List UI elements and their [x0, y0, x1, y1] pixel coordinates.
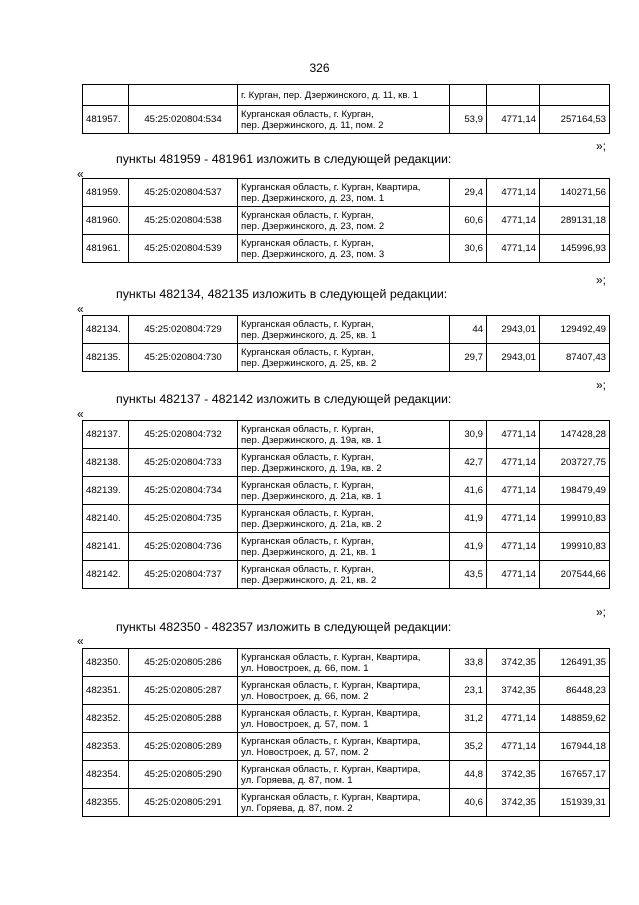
- cadastral-number-cell: 45:25:020805:289: [129, 733, 238, 761]
- cadastral-number-cell: 45:25:020805:290: [129, 761, 238, 789]
- table-row: [83, 344, 610, 372]
- item-number-cell: 482140.: [83, 505, 129, 533]
- unit-price-cell: 4771,14: [487, 561, 540, 589]
- address-line-2: пер. Дзержинского, д. 23, пом. 2: [241, 220, 385, 232]
- address-line-2: пер. Дзержинского, д. 11, пом. 2: [241, 119, 384, 131]
- item-number-cell: 482141.: [83, 533, 129, 561]
- area-cell: 23,1: [450, 677, 487, 705]
- address-cell: [238, 316, 450, 344]
- address-cell: [238, 179, 450, 207]
- total-value-cell: 289131,18: [540, 207, 610, 235]
- address-cell: [238, 449, 450, 477]
- unit-price-cell: 4771,14: [487, 733, 540, 761]
- address-line-2: пер. Дзержинского, д. 21, кв. 2: [241, 574, 377, 586]
- item-number-cell: 481959.: [83, 179, 129, 207]
- cadastral-number-cell: 45:25:020804:538: [129, 207, 238, 235]
- total-value-cell: 147428,28: [540, 421, 610, 449]
- item-number-cell: [83, 85, 129, 106]
- unit-price-cell: 4771,14: [487, 207, 540, 235]
- table-row: [83, 106, 610, 134]
- closing-quote: »;: [596, 605, 607, 619]
- area-cell: 41,9: [450, 505, 487, 533]
- cadastral-number-cell: 45:25:020805:291: [129, 789, 238, 817]
- item-number-cell: 482355.: [83, 789, 129, 817]
- unit-price-cell: 4771,14: [487, 705, 540, 733]
- item-number-cell: 481961.: [83, 235, 129, 263]
- total-value-cell: 87407,43: [540, 344, 610, 372]
- address-line-1: Курганская область, г. Курган,: [241, 209, 374, 221]
- item-number-cell: 482353.: [83, 733, 129, 761]
- unit-price-cell: 2943,01: [487, 344, 540, 372]
- area-cell: 35,2: [450, 733, 487, 761]
- address-line-2: ул. Горяева, д. 87, пом. 1: [241, 774, 353, 786]
- address-cell: [238, 733, 450, 761]
- address-cell: [238, 477, 450, 505]
- item-number-cell: 481960.: [83, 207, 129, 235]
- item-number-cell: 482134.: [83, 316, 129, 344]
- section-heading: пункты 482137 - 482142 изложить в следующей редакции:: [116, 392, 452, 406]
- unit-price-cell: 2943,01: [487, 316, 540, 344]
- address-line-2: пер. Дзержинского, д. 25, кв. 2: [241, 357, 377, 369]
- area-cell: 30,6: [450, 235, 487, 263]
- total-value-cell: 198479,49: [540, 477, 610, 505]
- cadastral-number-cell: 45:25:020805:286: [129, 649, 238, 677]
- table-row: [83, 316, 610, 344]
- total-value-cell: 207544,66: [540, 561, 610, 589]
- address-line-1: г. Курган, пер. Дзержинского, д. 11, кв. 1: [241, 89, 419, 101]
- area-cell: 30,9: [450, 421, 487, 449]
- address-line-1: Курганская область, г. Курган,: [241, 318, 374, 330]
- address-line-2: ул. Новостроек, д. 66, пом. 2: [241, 690, 369, 702]
- data-table: [82, 178, 610, 263]
- address-line-1: Курганская область, г. Курган,: [241, 535, 374, 547]
- item-number-cell: 481957.: [83, 106, 129, 134]
- address-line-1: Курганская область, г. Курган, Квартира,: [241, 763, 421, 775]
- item-number-cell: 482352.: [83, 705, 129, 733]
- address-line-1: Курганская область, г. Курган, Квартира,: [241, 651, 421, 663]
- address-cell: [238, 207, 450, 235]
- table-row: [83, 235, 610, 263]
- address-cell: [238, 789, 450, 817]
- total-value-cell: 257164,53: [540, 106, 610, 134]
- top-table: [82, 84, 610, 134]
- cadastral-number-cell: 45:25:020804:534: [129, 106, 238, 134]
- table-row: [83, 561, 610, 589]
- unit-price-cell: 3742,35: [487, 649, 540, 677]
- address-cell: [238, 106, 450, 134]
- address-line-1: Курганская область, г. Курган, Квартира,: [241, 707, 421, 719]
- address-line-1: Курганская область, г. Курган,: [241, 108, 374, 120]
- address-line-2: ул. Горяева, д. 87, пом. 2: [241, 802, 353, 814]
- cadastral-number-cell: 45:25:020804:539: [129, 235, 238, 263]
- table-row: [83, 449, 610, 477]
- cadastral-number-cell: 45:25:020804:735: [129, 505, 238, 533]
- total-value-cell: 148859,62: [540, 705, 610, 733]
- cadastral-number-cell: 45:25:020804:736: [129, 533, 238, 561]
- total-value-cell: 140271,56: [540, 179, 610, 207]
- unit-price-cell: 4771,14: [487, 235, 540, 263]
- address-line-1: Курганская область, г. Курган, Квартира,: [241, 791, 421, 803]
- total-value-cell: [540, 85, 610, 106]
- data-table: [82, 420, 610, 589]
- data-table: [82, 648, 610, 817]
- area-cell: [450, 85, 487, 106]
- cadastral-number-cell: 45:25:020804:737: [129, 561, 238, 589]
- address-cell: [238, 235, 450, 263]
- address-cell: [238, 533, 450, 561]
- address-cell: [238, 649, 450, 677]
- unit-price-cell: 3742,35: [487, 677, 540, 705]
- cadastral-number-cell: 45:25:020805:287: [129, 677, 238, 705]
- cadastral-number-cell: 45:25:020804:730: [129, 344, 238, 372]
- total-value-cell: 126491,35: [540, 649, 610, 677]
- table-row: [83, 733, 610, 761]
- item-number-cell: 482350.: [83, 649, 129, 677]
- table-row: [83, 677, 610, 705]
- table-row: [83, 477, 610, 505]
- area-cell: 31,2: [450, 705, 487, 733]
- item-number-cell: 482138.: [83, 449, 129, 477]
- section-heading: пункты 482350 - 482357 изложить в следующей редакции:: [116, 620, 452, 634]
- total-value-cell: 86448,23: [540, 677, 610, 705]
- address-line-2: пер. Дзержинского, д. 21а, кв. 2: [241, 518, 382, 530]
- unit-price-cell: 4771,14: [487, 449, 540, 477]
- opening-quote: «: [77, 634, 84, 648]
- total-value-cell: 167657,17: [540, 761, 610, 789]
- table-row: [83, 533, 610, 561]
- address-cell: [238, 344, 450, 372]
- address-cell: [238, 677, 450, 705]
- table-row: [83, 761, 610, 789]
- opening-quote: «: [77, 167, 84, 181]
- opening-quote: «: [77, 302, 84, 316]
- area-cell: 43,5: [450, 561, 487, 589]
- address-line-2: ул. Новостроек, д. 66, пом. 1: [241, 662, 369, 674]
- item-number-cell: 482139.: [83, 477, 129, 505]
- address-line-1: Курганская область, г. Курган,: [241, 237, 374, 249]
- area-cell: 44,8: [450, 761, 487, 789]
- closing-quote: »;: [596, 273, 607, 287]
- table-row: [83, 85, 610, 106]
- item-number-cell: 482142.: [83, 561, 129, 589]
- address-line-2: пер. Дзержинского, д. 23, пом. 3: [241, 248, 385, 260]
- item-number-cell: 482354.: [83, 761, 129, 789]
- area-cell: 41,6: [450, 477, 487, 505]
- address-line-2: ул. Новостроек, д. 57, пом. 1: [241, 718, 369, 730]
- item-number-cell: 482351.: [83, 677, 129, 705]
- address-line-2: ул. Новостроек, д. 57, пом. 2: [241, 746, 369, 758]
- address-line-1: Курганская область, г. Курган,: [241, 346, 374, 358]
- cadastral-number-cell: 45:25:020804:734: [129, 477, 238, 505]
- unit-price-cell: 4771,14: [487, 477, 540, 505]
- address-cell: [238, 85, 450, 106]
- total-value-cell: 145996,93: [540, 235, 610, 263]
- address-line-2: пер. Дзержинского, д. 21, кв. 1: [241, 546, 377, 558]
- address-line-1: Курганская область, г. Курган,: [241, 479, 374, 491]
- address-line-2: пер. Дзержинского, д. 23, пом. 1: [241, 192, 385, 204]
- opening-quote: «: [77, 407, 84, 421]
- table-row: [83, 179, 610, 207]
- address-line-1: Курганская область, г. Курган, Квартира,: [241, 735, 421, 747]
- table-row: [83, 421, 610, 449]
- area-cell: 53,9: [450, 106, 487, 134]
- page-number: 326: [309, 61, 330, 75]
- address-line-1: Курганская область, г. Курган,: [241, 563, 374, 575]
- table-row: [83, 207, 610, 235]
- section-heading: пункты 482134, 482135 изложить в следующей редакции:: [116, 287, 448, 301]
- address-cell: [238, 561, 450, 589]
- unit-price-cell: [487, 85, 540, 106]
- address-line-2: пер. Дзержинского, д. 19а, кв. 2: [241, 462, 382, 474]
- total-value-cell: 199910,83: [540, 505, 610, 533]
- unit-price-cell: 4771,14: [487, 505, 540, 533]
- unit-price-cell: 4771,14: [487, 421, 540, 449]
- cadastral-number-cell: 45:25:020804:733: [129, 449, 238, 477]
- address-cell: [238, 761, 450, 789]
- address-line-2: пер. Дзержинского, д. 19а, кв. 1: [241, 434, 382, 446]
- total-value-cell: 167944,18: [540, 733, 610, 761]
- closing-quote: »;: [596, 139, 607, 153]
- area-cell: 42,7: [450, 449, 487, 477]
- table-row: [83, 705, 610, 733]
- area-cell: 40,6: [450, 789, 487, 817]
- cadastral-number-cell: 45:25:020805:288: [129, 705, 238, 733]
- table-row: [83, 649, 610, 677]
- area-cell: 41,9: [450, 533, 487, 561]
- address-line-1: Курганская область, г. Курган,: [241, 423, 374, 435]
- address-line-1: Курганская область, г. Курган,: [241, 507, 374, 519]
- total-value-cell: 129492,49: [540, 316, 610, 344]
- closing-quote: »;: [596, 378, 607, 392]
- item-number-cell: 482135.: [83, 344, 129, 372]
- total-value-cell: 203727,75: [540, 449, 610, 477]
- unit-price-cell: 4771,14: [487, 533, 540, 561]
- address-cell: [238, 705, 450, 733]
- unit-price-cell: 4771,14: [487, 179, 540, 207]
- cadastral-number-cell: 45:25:020804:537: [129, 179, 238, 207]
- cadastral-number-cell: 45:25:020804:729: [129, 316, 238, 344]
- data-table: [82, 315, 610, 372]
- address-cell: [238, 421, 450, 449]
- cadastral-number-cell: 45:25:020804:732: [129, 421, 238, 449]
- total-value-cell: 151939,31: [540, 789, 610, 817]
- area-cell: 44: [450, 316, 487, 344]
- unit-price-cell: 3742,35: [487, 761, 540, 789]
- item-number-cell: 482137.: [83, 421, 129, 449]
- cadastral-number-cell: [129, 85, 238, 106]
- address-line-2: пер. Дзержинского, д. 25, кв. 1: [241, 329, 377, 341]
- unit-price-cell: 3742,35: [487, 789, 540, 817]
- section-heading: пункты 481959 - 481961 изложить в следующей редакции:: [116, 152, 452, 166]
- area-cell: 29,7: [450, 344, 487, 372]
- unit-price-cell: 4771,14: [487, 106, 540, 134]
- address-cell: [238, 505, 450, 533]
- area-cell: 29,4: [450, 179, 487, 207]
- address-line-1: Курганская область, г. Курган,: [241, 451, 374, 463]
- address-line-1: Курганская область, г. Курган, Квартира,: [241, 181, 421, 193]
- total-value-cell: 199910,83: [540, 533, 610, 561]
- address-line-1: Курганская область, г. Курган, Квартира,: [241, 679, 421, 691]
- area-cell: 33,8: [450, 649, 487, 677]
- area-cell: 60,6: [450, 207, 487, 235]
- address-line-2: пер. Дзержинского, д. 21а, кв. 1: [241, 490, 382, 502]
- table-row: [83, 505, 610, 533]
- table-row: [83, 789, 610, 817]
